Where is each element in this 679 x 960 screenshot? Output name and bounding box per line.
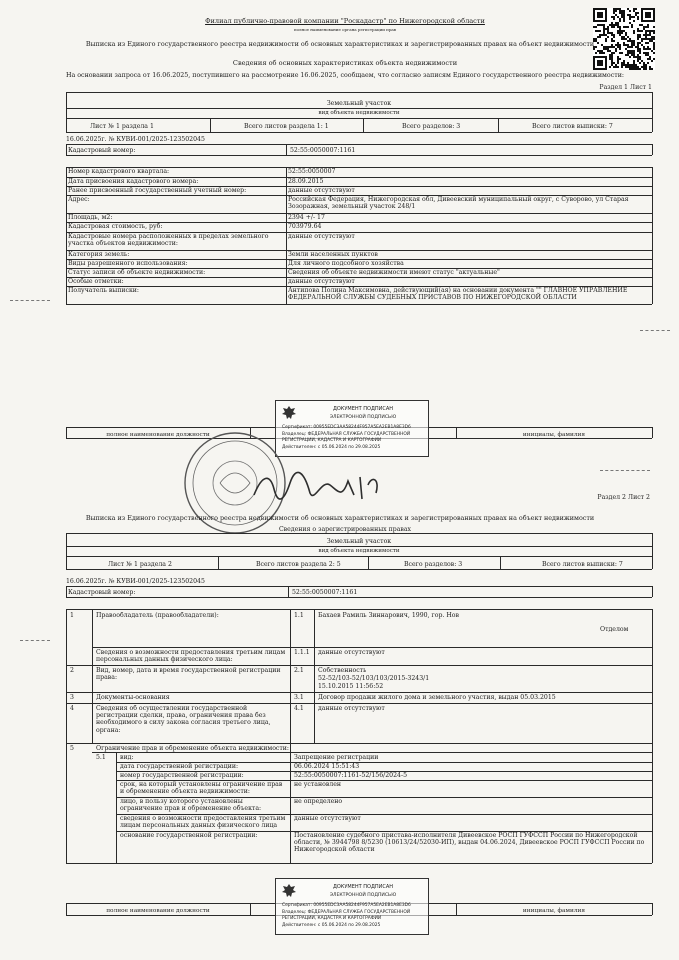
restriction-label: лицо, в пользу которого установлены ограничение прав и обременение объекта: xyxy=(120,798,262,813)
row3-label: Документы-основания xyxy=(96,694,170,701)
field-value: 28.09.2015 xyxy=(288,178,324,185)
section2-page-label: Раздел 2 Лист 2 xyxy=(597,494,650,501)
stamp-valid-2: Действителен: с 05.06.2024 по 29.08.2025 xyxy=(282,923,381,928)
field-label: Номер кадастрового квартала: xyxy=(68,168,170,175)
stamp-subtitle-2: ЭЛЕКТРОННОЙ ПОДПИСЬЮ xyxy=(329,893,397,898)
row2-value3: 15.10.2015 11:56:52 xyxy=(318,683,384,690)
restriction-label: срок, на который установлены ограничение прав и обременение объекта недвижимости: xyxy=(120,781,283,796)
section2-date-number: 16.06.2025г. № КУВИ-001/2025-123502045 xyxy=(66,578,205,585)
restriction-value: 52:55:0050007:1161-52/156/2024-5 xyxy=(294,772,408,779)
row3-value: Договор продажи жилого дома и земельного участия, выдан 05.03.2015 xyxy=(318,694,556,701)
initials-label: инициалы, фамилия xyxy=(522,432,586,438)
eagle-emblem-icon xyxy=(280,404,298,424)
row3-number: 3 xyxy=(70,694,74,701)
initials-label-2: инициалы, фамилия xyxy=(522,908,586,914)
restriction-value: не установлен xyxy=(294,781,342,788)
handwritten-signature-icon xyxy=(250,465,390,510)
position-label: полное наименование должности xyxy=(106,432,210,438)
field-label: Дата присвоения кадастрового номера: xyxy=(68,178,199,185)
row3-sub: 3.1 xyxy=(294,694,304,701)
field-label: Площадь, м2: xyxy=(68,214,113,221)
stamp-title-2: ДОКУМЕНТ ПОДПИСАН xyxy=(332,884,394,890)
stamp-cert: Сертификат: 00955EDC3AA58244F957A5EA2EB1A8E3D6 xyxy=(282,425,411,430)
stamp-valid: Действителен: с 05.06.2024 по 29.08.2025 xyxy=(282,445,381,450)
e-signature-stamp-2 xyxy=(275,878,429,935)
section2-cadastral-label: Кадастровый номер: xyxy=(68,589,136,596)
restriction-label: сведения о возможности предоставления третьим лицам персональных данных физического лица xyxy=(120,815,286,830)
field-label: Получатель выписки: xyxy=(68,287,140,294)
row5-label: Ограничение прав и обременение объекта недвижимости: xyxy=(96,745,290,752)
stamp-owner2-2: РЕГИСТРАЦИИ, КАДАСТРА И КАРТОГРАФИИ xyxy=(282,916,382,921)
row1b-value: данные отсутствуют xyxy=(318,649,385,656)
stamp-owner2: РЕГИСТРАЦИИ, КАДАСТРА И КАРТОГРАФИИ xyxy=(282,438,382,443)
field-value: Сведения об объекте недвижимости имеют статус "актуальные" xyxy=(288,269,500,276)
restriction-value: 06.06.2024 15:51:43 xyxy=(294,763,360,770)
section2-object-type: Земельный участок xyxy=(326,538,392,545)
stamp-title: ДОКУМЕНТ ПОДПИСАН xyxy=(332,406,394,412)
row1-sub: 1.1 xyxy=(294,612,304,619)
field-value: 703979.64 xyxy=(288,223,322,230)
restriction-value: Постановление судебного пристава-исполнителя Дивеевское РОСП ГУФССП России по Нижегородской области, № 3944798 8/5230 (10613/24/52030-ИП), выдан 04.06.2024, Дивеевское РОСП ГУФССП России по Нижегородской области xyxy=(294,832,645,854)
field-label: Ранее присвоенный государственный учетный номер: xyxy=(68,187,247,194)
row2-value2: 52-52/103-52/103/103/2015-3243/1 xyxy=(318,675,430,682)
restriction-label: основание государственной регистрации: xyxy=(120,832,258,839)
branch-name: Филиал публично-правовой компании "Роскадастр" по Нижегородской области xyxy=(205,17,485,25)
row5-number: 5 xyxy=(70,745,74,752)
section2-sections-total: Всего разделов: 3 xyxy=(404,561,463,568)
cadastral-label: Кадастровый номер: xyxy=(68,147,136,154)
section2-sheets-section: Всего листов раздела 2: 5 xyxy=(256,561,341,568)
row2-value1: Собственность xyxy=(318,667,367,674)
sheets-section: Всего листов раздела 1: 1 xyxy=(244,123,329,130)
field-label: Кадастровые номера расположенных в пределах земельного участка объектов недвижимости: xyxy=(68,233,269,248)
row1b-label: Сведения о возможности предоставления третьим лицам персональных данных физического лица: xyxy=(96,649,286,664)
row2-label: Вид, номер, дата и время государственной регистрации права: xyxy=(96,667,281,682)
row51-kind-value: Запрещение регистрации xyxy=(294,754,379,761)
field-value: Российская Федерация, Нижегородская обл, Дивеевский муниципальный округ, с Суворово, ул Старая Зозоражная, земельный участок 248/1 xyxy=(288,196,629,211)
stamp-cert-2: Сертификат: 00955EDC3AA58244F957A5EA2EB1A8E3D6 xyxy=(282,903,411,908)
extract-title: Выписка из Единого государственного реестра недвижимости об основных характеристиках и зарегистрированных правах на объект недвижимости xyxy=(85,40,595,48)
field-label: Категория земель: xyxy=(68,251,130,258)
row51-number: 5.1 xyxy=(96,754,106,761)
cadastral-value: 52:55:0050007:1161 xyxy=(290,147,356,154)
qr-code-icon xyxy=(593,8,655,70)
field-value: 2394 +/- 17 xyxy=(288,214,325,221)
sheets-total: Всего листов выписки: 7 xyxy=(532,123,613,130)
date-number: 16.06.2025г. № КУВИ-001/2025-123502045 xyxy=(66,136,205,143)
row2-sub: 2.1 xyxy=(294,667,304,674)
section2-object-type-note: вид объекта недвижимости xyxy=(318,548,400,554)
section-page-label: Раздел 1 Лист 1 xyxy=(599,84,652,91)
field-value: Земли населенных пунктов xyxy=(288,251,378,258)
restriction-value: данные отсутствуют xyxy=(294,815,361,822)
row4-label: Сведения об осуществлении государственной регистрации сделки, права, ограничения права без необходимого в силу закона согласия третьего лица, органа: xyxy=(96,705,271,734)
field-label: Виды разрешенного использования: xyxy=(68,260,188,267)
row4-number: 4 xyxy=(70,705,74,712)
field-label: Адрес: xyxy=(68,196,90,203)
stamp-owner-2: Владелец: ФЕДЕРАЛЬНАЯ СЛУЖБА ГОСУДАРСТВЕННОЙ xyxy=(282,910,411,915)
field-value: данные отсутствуют xyxy=(288,278,355,285)
object-type: Земельный участок xyxy=(326,100,392,107)
section2-extract-title: Выписка из Единого государственного реестра недвижимости об основных характеристиках и зарегистрированных правах на объект недвижимости xyxy=(85,514,595,522)
section2-cadastral-value: 52:55:0050007:1161 xyxy=(292,589,358,596)
restriction-label: дата государственной регистрации: xyxy=(120,763,239,770)
section2-sheets-total: Всего листов выписки: 7 xyxy=(542,561,623,568)
stamp-owner: Владелец: ФЕДЕРАЛЬНАЯ СЛУЖБА ГОСУДАРСТВЕННОЙ xyxy=(282,432,411,437)
section2-sheet-label: Лист № 1 раздела 2 xyxy=(108,561,172,568)
row51-kind-label: вид: xyxy=(120,754,134,761)
row4-value: данные отсутствуют xyxy=(318,705,385,712)
branch-note: полное наименование органа регистрации прав xyxy=(293,27,397,32)
row1b-sub: 1.1.1 xyxy=(294,649,310,656)
position-label-2: полное наименование должности xyxy=(106,908,210,914)
field-value: 52:55:0050007 xyxy=(288,168,336,175)
section2-section-title: Сведения о зарегистрированных правах xyxy=(278,526,412,533)
section-title: Сведения об основных характеристиках объекта недвижимости xyxy=(232,59,458,67)
field-label: Кадастровая стоимость, руб: xyxy=(68,223,163,230)
sections-total: Всего разделов: 3 xyxy=(402,123,461,130)
restriction-value: не определено xyxy=(294,798,343,805)
row1-number: 1 xyxy=(70,612,74,619)
row1-extra: Отделом xyxy=(600,626,629,633)
e-signature-stamp xyxy=(275,400,429,457)
field-label: Статус записи об объекте недвижимости: xyxy=(68,269,206,276)
eagle-emblem-icon xyxy=(280,882,298,902)
field-value: данные отсутствуют xyxy=(288,187,355,194)
request-line: На основании запроса от 16.06.2025, поступившего на рассмотрение 16.06.2025, сообщаем, что согласно записям Единого государственного реестра недвижимости: xyxy=(66,72,625,79)
object-type-note: вид объекта недвижимости xyxy=(318,110,400,116)
row2-number: 2 xyxy=(70,667,74,674)
row1-value: Бахаев Рамиль Зиннарович, 1990, гор. Нов xyxy=(318,612,459,619)
sheet-label: Лист № 1 раздела 1 xyxy=(90,123,154,130)
row1-label: Правообладатель (правообладатели): xyxy=(96,612,219,619)
field-value: Антипова Полина Максимовна, действующий(ая) на основании документа "" ГЛАВНОЕ УПРАВЛЕНИЕ ФЕДЕРАЛЬНОЙ СЛУЖБЫ СУДЕБНЫХ ПРИСТАВОВ ПО НИЖЕГОРОДСКОЙ ОБЛАСТИ xyxy=(288,287,628,302)
stamp-subtitle: ЭЛЕКТРОННОЙ ПОДПИСЬЮ xyxy=(329,415,397,420)
field-value: данные отсутствуют xyxy=(288,233,355,240)
field-label: Особые отметки: xyxy=(68,278,124,285)
field-value: Для личного подсобного хозяйства xyxy=(288,260,404,267)
row4-sub: 4.1 xyxy=(294,705,304,712)
restriction-label: номер государственной регистрации: xyxy=(120,772,244,779)
